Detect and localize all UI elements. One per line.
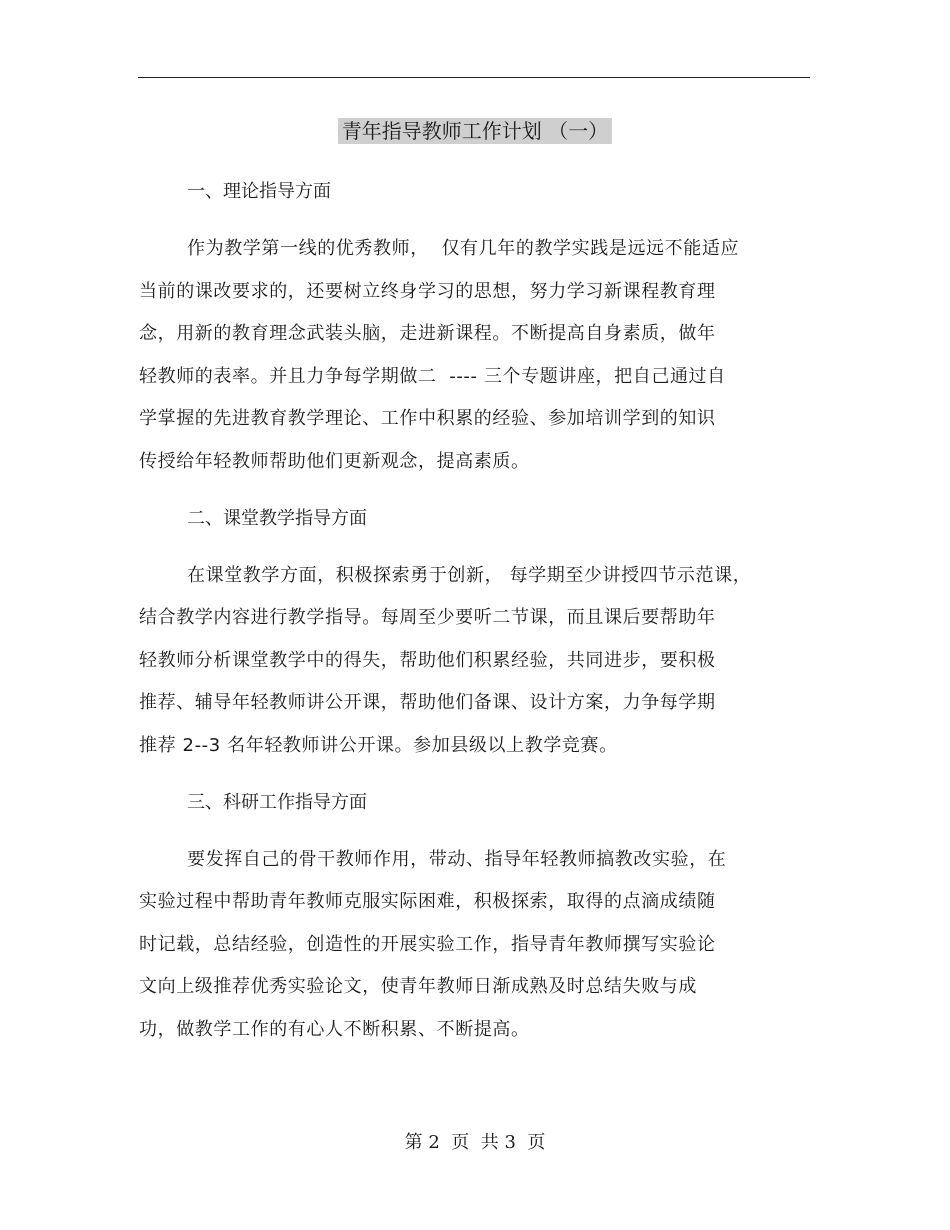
paragraph-line: 传授给年轻教师帮助他们更新观念，提高素质。	[139, 451, 530, 472]
paragraph-line: 结合教学内容进行教学指导。每周至少要听二节课，而且课后要帮助年	[139, 607, 716, 628]
paragraph-line: 推荐、辅导年轻教师讲公开课，帮助他们备课、设计方案，力争每学期	[139, 692, 716, 713]
paragraph-line: 文向上级推荐优秀实验论文，使青年教师日渐成熟及时总结失败与成	[139, 976, 697, 997]
paragraph-line: 轻教师的表率。并且力争每学期做二 ---- 三个专题讲座，把自己通过自	[139, 366, 726, 387]
paragraph-line: 作为教学第一线的优秀教师， 仅有几年的教学实践是远远不能适应	[187, 238, 740, 259]
section-heading-1: 一、理论指导方面	[187, 181, 331, 202]
paragraph-line: 轻教师分析课堂教学中的得失，帮助他们积累经验，共同进步，要积极	[139, 650, 716, 671]
page-number: 第 2 页 共 3 页	[404, 1132, 546, 1153]
paragraph-line: 在课堂教学方面，积极探索勇于创新， 每学期至少讲授四节示范课，	[187, 565, 752, 586]
paragraph-line: 推荐 2--3 名年轻教师讲公开课。参加县级以上教学竞赛。	[139, 735, 618, 756]
paragraph-line: 学掌握的先进教育教学理论、工作中积累的经验、参加培训学到的知识	[139, 408, 716, 429]
header-rule	[138, 77, 810, 78]
title-highlight: 青年指导教师工作计划 （一）	[338, 118, 612, 144]
section-heading-2: 二、课堂教学指导方面	[187, 508, 367, 529]
paragraph-line: 念，用新的教育理念武装头脑，走进新课程。不断提高自身素质，做年	[139, 323, 716, 344]
document-title	[0, 116, 950, 146]
paragraph-line: 要发挥自己的骨干教师作用，带动、指导年轻教师搞教改实验，在	[187, 849, 727, 870]
paragraph-line: 时记载，总结经验，创造性的开展实验工作，指导青年教师撰写实验论	[139, 934, 716, 955]
section-heading-3: 三、科研工作指导方面	[187, 792, 367, 813]
paragraph-line: 功，做教学工作的有心人不断积累、不断提高。	[139, 1019, 530, 1040]
paragraph-line: 当前的课改要求的，还要树立终身学习的思想，努力学习新课程教育理	[139, 281, 716, 302]
paragraph-line: 实验过程中帮助青年教师克服实际困难，积极探索，取得的点滴成绩随	[139, 891, 716, 912]
